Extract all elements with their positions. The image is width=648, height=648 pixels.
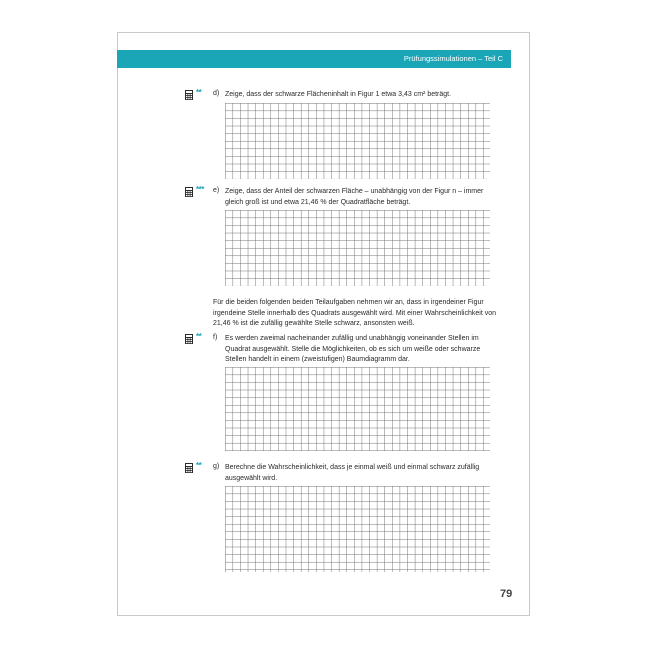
intro-paragraph: Für die beiden folgenden beiden Teilaufgaben nehmen wir an, dass in irgendeiner Figur irgendeine Stelle innerhalb des Quadrats ausgewählt wird. Mit einer Wahrscheinlichkeit von 21,46 % ist die zufällig gewählte Stelle schwarz, ansonsten weiß. [213, 299, 497, 327]
calculator-icon [185, 463, 193, 473]
task-letter: f) [213, 334, 218, 341]
task-letter: d) [213, 90, 220, 97]
difficulty-stars: ** [196, 332, 202, 341]
task-letter: g) [213, 463, 220, 470]
page-number: 79 [500, 588, 513, 600]
section-header: Prüfungssimulationen – Teil C [117, 50, 511, 68]
task-text: Zeige, dass der Anteil der schwarzen Fläche – unabhängig von der Figur n – immer gleich groß ist und etwa 21,46 % der Quadratfläche beträgt. [225, 188, 484, 206]
difficulty-stars: *** [196, 185, 204, 194]
answer-grid-d[interactable] [225, 103, 490, 179]
difficulty-stars: ** [196, 88, 202, 97]
answer-grid-g[interactable] [225, 486, 490, 572]
calculator-icon [185, 187, 193, 197]
difficulty-stars: ** [196, 461, 202, 470]
calculator-icon [185, 90, 193, 100]
task-text: Berechne die Wahrscheinlichkeit, dass je einmal weiß und einmal schwarz zufällig ausgewählt wird. [225, 464, 480, 482]
answer-grid-e[interactable] [225, 210, 490, 286]
answer-grid-f[interactable] [225, 367, 490, 451]
task-text: Zeige, dass der schwarze Flächeninhalt in Figur 1 etwa 3,43 cm² beträgt. [225, 91, 452, 98]
task-letter: e) [213, 187, 220, 194]
task-text: Es werden zweimal nacheinander zufällig und unabhängig voneinander Stellen im Quadrat ausgewählt. Stelle die Möglichkeiten, ob es sich um weiße oder schwarze Stellen handelt in einem (zweistufigen) Baumdiagramm dar. [225, 335, 481, 363]
calculator-icon [185, 334, 193, 344]
